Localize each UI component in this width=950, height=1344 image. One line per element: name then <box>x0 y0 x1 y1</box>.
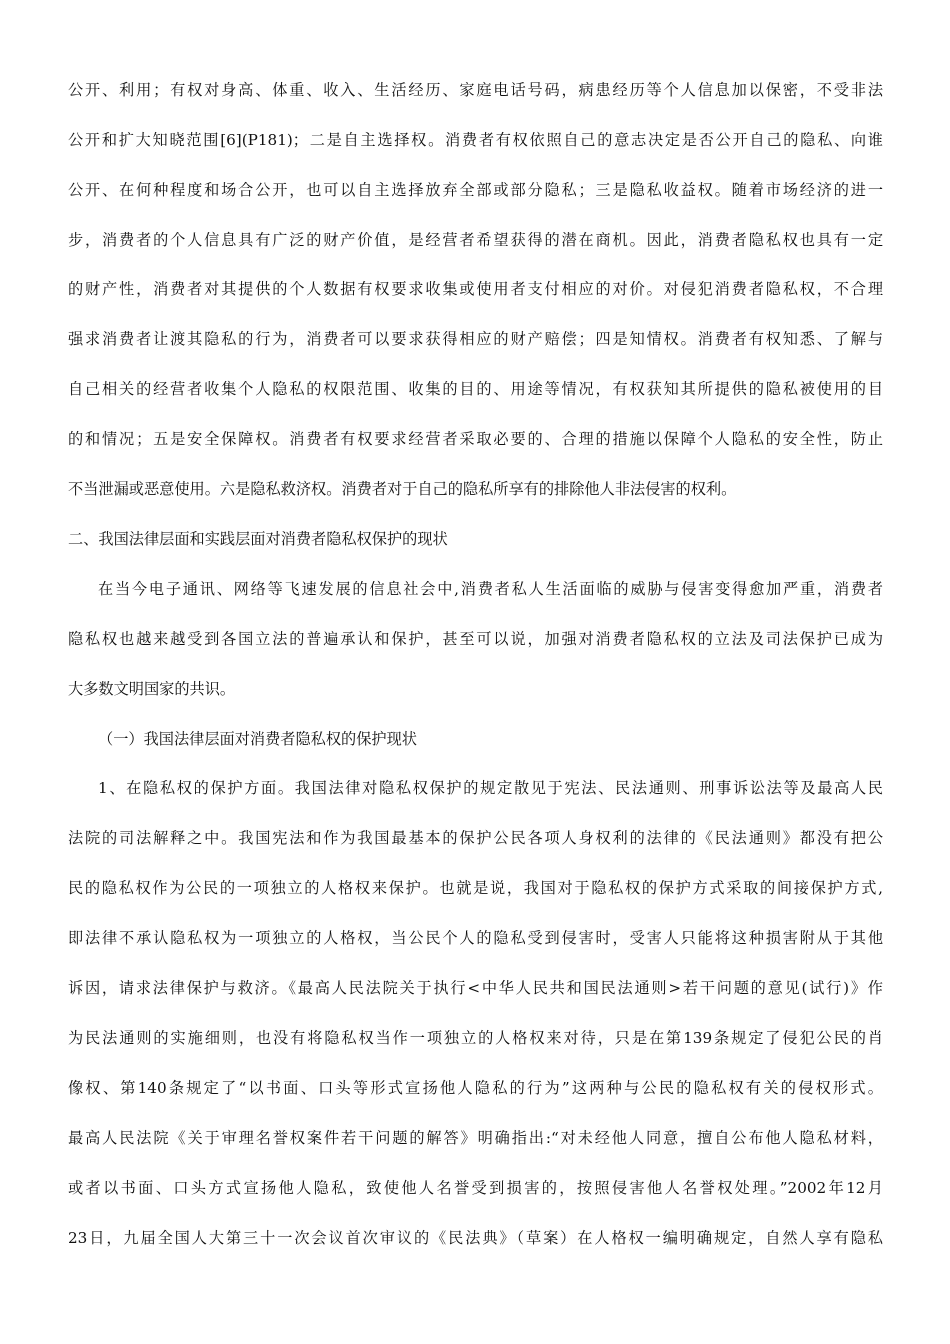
paragraph-line: 公开、利用；有权对身高、体重、收入、生活经历、家庭电话号码，病患经历等个人信息加以保密，不受非法 <box>68 81 883 99</box>
paragraph-line: 像权、第140条规定了“以书面、口头等形式宣扬他人隐私的行为”这两种与公民的隐私权有关的侵权形式。 <box>68 1079 883 1097</box>
paragraph-line: 民的隐私权作为公民的一项独立的人格权来保护。也就是说，我国对于隐私权的保护方式采取的间接保护方式, <box>68 879 883 897</box>
paragraph-line: 公开和扩大知晓范围[6](P181)；二是自主选择权。消费者有权依照自己的意志决定是否公开自己的隐私、向谁 <box>68 131 883 149</box>
paragraph-line: 为民法通则的实施细则，也没有将隐私权当作一项独立的人格权来对待，只是在第139条规定了侵犯公民的肖 <box>68 1029 883 1047</box>
paragraph-line: 1、在隐私权的保护方面。我国法律对隐私权保护的规定散见于宪法、民法通则、刑事诉讼法等及最高人民 <box>98 779 883 797</box>
section-heading: 二、我国法律层面和实践层面对消费者隐私权保护的现状 <box>68 530 448 548</box>
paragraph-line: 诉因，请求法律保护与救济。《最高人民法院关于执行<中华人民共和国民法通则>若干问题的意见(试行)》作 <box>68 979 883 997</box>
paragraph-line: 的财产性，消费者对其提供的个人数据有权要求收集或使用者支付相应的对价。对侵犯消费者隐私权，不合理 <box>68 280 883 298</box>
subsection-heading: （一）我国法律层面对消费者隐私权的保护现状 <box>98 730 417 748</box>
paragraph-line: 最高人民法院《关于审理名誉权案件若干问题的解答》明确指出:“对未经他人同意，擅自公布他人隐私材料， <box>68 1129 883 1147</box>
paragraph-line: 法院的司法解释之中。我国宪法和作为我国最基本的保护公民各项人身权利的法律的《民法通则》都没有把公 <box>68 829 883 847</box>
paragraph-line: 自己相关的经营者收集个人隐私的权限范围、收集的目的、用途等情况，有权获知其所提供的隐私被使用的目 <box>68 380 883 398</box>
paragraph-line: 步，消费者的个人信息具有广泛的财产价值，是经营者希望获得的潜在商机。因此，消费者隐私权也具有一定 <box>68 231 883 249</box>
paragraph-line: 即法律不承认隐私权为一项独立的人格权，当公民个人的隐私受到侵害时，受害人只能将这种损害附从于其他 <box>68 929 883 947</box>
paragraph-line: 在当今电子通讯、网络等飞速发展的信息社会中,消费者私人生活面临的威胁与侵害变得愈加严重，消费者 <box>98 580 883 598</box>
paragraph-line: 大多数文明国家的共识。 <box>68 680 236 698</box>
paragraph-line: 或者以书面、口头方式宣扬他人隐私，致使他人名誉受到损害的，按照侵害他人名誉权处理。”2002年12月 <box>68 1179 883 1197</box>
paragraph-line: 公开、在何种程度和场合公开，也可以自主选择放弃全部或部分隐私；三是隐私收益权。随着市场经济的进一 <box>68 181 883 199</box>
paragraph-line: 不当泄漏或恶意使用。六是隐私救济权。消费者对于自己的隐私所享有的排除他人非法侵害的权利。 <box>68 480 737 498</box>
paragraph-line: 的和情况；五是安全保障权。消费者有权要求经营者采取必要的、合理的措施以保障个人隐私的安全性，防止 <box>68 430 883 448</box>
paragraph-line: 强求消费者让渡其隐私的行为，消费者可以要求获得相应的财产赔偿；四是知情权。消费者有权知悉、了解与 <box>68 330 883 348</box>
paragraph-line: 23日，九届全国人大第三十一次会议首次审议的《民法典》（草案）在人格权一编明确规定，自然人享有隐私 <box>68 1229 883 1247</box>
paragraph-line: 隐私权也越来越受到各国立法的普遍承认和保护，甚至可以说，加强对消费者隐私权的立法及司法保护已成为 <box>68 630 883 648</box>
